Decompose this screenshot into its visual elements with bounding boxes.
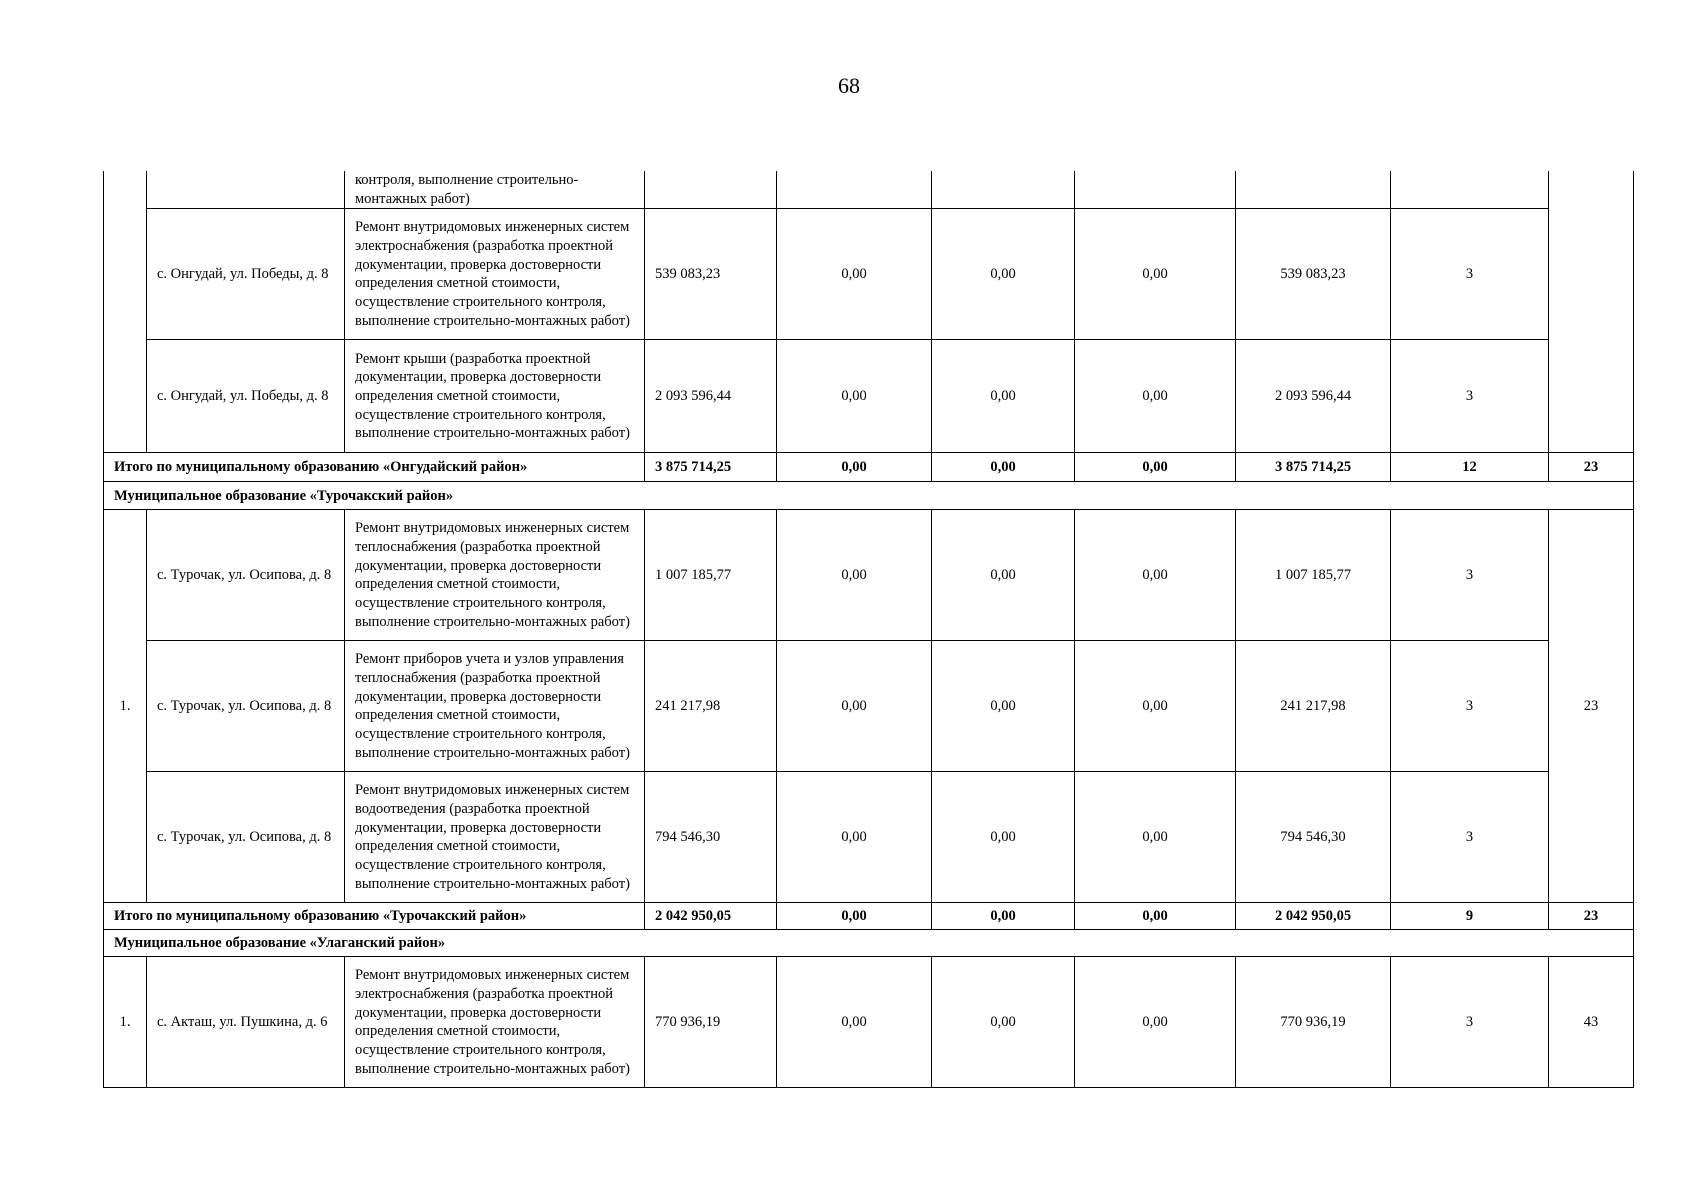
subtotal-fund: 0,00	[777, 903, 932, 930]
regional-budget-cell: 0,00	[932, 772, 1075, 903]
repair-plan-table	[103, 171, 1634, 1088]
work-description-cell: Ремонт внутридомовых инженерных систем электроснабжения (разработка проектной документации, проверка достоверности определения сметной стоимости, осуществление строительного контроля, выполнение строительно-монтажных работ)	[345, 957, 645, 1088]
local-budget-cell: 0,00	[1075, 641, 1236, 772]
owners-funds-cell: 539 083,23	[1236, 209, 1391, 340]
section-title: Муниципальное образование «Улаганский район»	[104, 930, 1634, 957]
regional-budget-cell: 0,00	[932, 340, 1075, 453]
category-cell: 3	[1391, 209, 1549, 340]
subtotal-total-cost: 2 042 950,05	[645, 903, 777, 930]
flats-cell: 23	[1549, 510, 1634, 903]
regional-budget-cell: 0,00	[932, 209, 1075, 340]
total-cost-cell: 2 093 596,44	[645, 340, 777, 453]
work-description-cell: Ремонт внутридомовых инженерных систем электроснабжения (разработка проектной документации, проверка достоверности определения сметной стоимости, осуществление строительного контроля, выполнение строительно-монтажных работ)	[345, 209, 645, 340]
subtotal-local-budget: 0,00	[1075, 903, 1236, 930]
category-cell: 3	[1391, 772, 1549, 903]
local-budget-cell: 0,00	[1075, 772, 1236, 903]
address-cell: с. Турочак, ул. Осипова, д. 8	[147, 772, 345, 903]
address-cell	[147, 171, 345, 209]
table-row	[104, 340, 1634, 453]
owners-funds-cell: 2 093 596,44	[1236, 340, 1391, 453]
local-budget-cell: 0,00	[1075, 957, 1236, 1088]
table-row	[104, 957, 1634, 1088]
page-number: 68	[838, 73, 860, 98]
regional-budget-cell: 0,00	[932, 957, 1075, 1088]
regional-budget-cell	[932, 171, 1075, 209]
local-budget-cell: 0,00	[1075, 340, 1236, 453]
local-budget-cell: 0,00	[1075, 510, 1236, 641]
table-row	[104, 171, 1634, 209]
subtotal-label: Итого по муниципальному образованию «Онгудайский район»	[104, 453, 645, 482]
table-row	[104, 772, 1634, 903]
fund-cell: 0,00	[777, 340, 932, 453]
flats-cell	[1549, 171, 1634, 453]
fund-cell: 0,00	[777, 772, 932, 903]
section-title: Муниципальное образование «Турочакский район»	[104, 482, 1634, 510]
subtotal-row	[104, 903, 1634, 930]
total-cost-cell	[645, 171, 777, 209]
address-cell: с. Онгудай, ул. Победы, д. 8	[147, 340, 345, 453]
fund-cell: 0,00	[777, 209, 932, 340]
fund-cell: 0,00	[777, 510, 932, 641]
table-row	[104, 510, 1634, 641]
section-header-row	[104, 482, 1634, 510]
table-row	[104, 641, 1634, 772]
regional-budget-cell: 0,00	[932, 510, 1075, 641]
owners-funds-cell: 1 007 185,77	[1236, 510, 1391, 641]
total-cost-cell: 770 936,19	[645, 957, 777, 1088]
work-description-cell: Ремонт приборов учета и узлов управления теплоснабжения (разработка проектной документации, проверка достоверности определения сметной стоимости, осуществление строительного контроля, выполнение строительно-монтажных работ)	[345, 641, 645, 772]
subtotal-fund: 0,00	[777, 453, 932, 482]
category-cell: 3	[1391, 957, 1549, 1088]
category-cell: 3	[1391, 340, 1549, 453]
subtotal-flats: 23	[1549, 453, 1634, 482]
work-description-cell: Ремонт внутридомовых инженерных систем водоотведения (разработка проектной документации, проверка достоверности определения сметной стоимости, осуществление строительного контроля, выполнение строительно-монтажных работ)	[345, 772, 645, 903]
address-cell: с. Турочак, ул. Осипова, д. 8	[147, 510, 345, 641]
fund-cell: 0,00	[777, 957, 932, 1088]
address-cell: с. Турочак, ул. Осипова, д. 8	[147, 641, 345, 772]
owners-funds-cell: 241 217,98	[1236, 641, 1391, 772]
subtotal-flats: 23	[1549, 903, 1634, 930]
local-budget-cell: 0,00	[1075, 209, 1236, 340]
work-description-cell: Ремонт крыши (разработка проектной документации, проверка достоверности определения сметной стоимости, осуществление строительного контроля, выполнение строительно-монтажных работ)	[345, 340, 645, 453]
subtotal-owners-funds: 3 875 714,25	[1236, 453, 1391, 482]
total-cost-cell: 794 546,30	[645, 772, 777, 903]
category-cell	[1391, 171, 1549, 209]
subtotal-label: Итого по муниципальному образованию «Турочакский район»	[104, 903, 645, 930]
category-cell: 3	[1391, 510, 1549, 641]
fund-cell	[777, 171, 932, 209]
row-number-cell: 1.	[104, 957, 147, 1088]
subtotal-regional-budget: 0,00	[932, 453, 1075, 482]
owners-funds-cell: 794 546,30	[1236, 772, 1391, 903]
flats-cell: 43	[1549, 957, 1634, 1088]
owners-funds-cell	[1236, 171, 1391, 209]
subtotal-category: 12	[1391, 453, 1549, 482]
subtotal-total-cost: 3 875 714,25	[645, 453, 777, 482]
regional-budget-cell: 0,00	[932, 641, 1075, 772]
subtotal-regional-budget: 0,00	[932, 903, 1075, 930]
subtotal-local-budget: 0,00	[1075, 453, 1236, 482]
table-row	[104, 209, 1634, 340]
subtotal-row	[104, 453, 1634, 482]
work-description-cell: Ремонт внутридомовых инженерных систем теплоснабжения (разработка проектной документации, проверка достоверности определения сметной стоимости, осуществление строительного контроля, выполнение строительно-монтажных работ)	[345, 510, 645, 641]
fund-cell: 0,00	[777, 641, 932, 772]
address-cell: с. Онгудай, ул. Победы, д. 8	[147, 209, 345, 340]
total-cost-cell: 241 217,98	[645, 641, 777, 772]
owners-funds-cell: 770 936,19	[1236, 957, 1391, 1088]
address-cell: с. Акташ, ул. Пушкина, д. 6	[147, 957, 345, 1088]
total-cost-cell: 539 083,23	[645, 209, 777, 340]
work-description-cell: контроля, выполнение строительно-монтажных работ)	[345, 171, 645, 209]
subtotal-owners-funds: 2 042 950,05	[1236, 903, 1391, 930]
total-cost-cell: 1 007 185,77	[645, 510, 777, 641]
row-number-cell	[104, 171, 147, 453]
local-budget-cell	[1075, 171, 1236, 209]
row-number-cell: 1.	[104, 510, 147, 903]
category-cell: 3	[1391, 641, 1549, 772]
section-header-row	[104, 930, 1634, 957]
subtotal-category: 9	[1391, 903, 1549, 930]
